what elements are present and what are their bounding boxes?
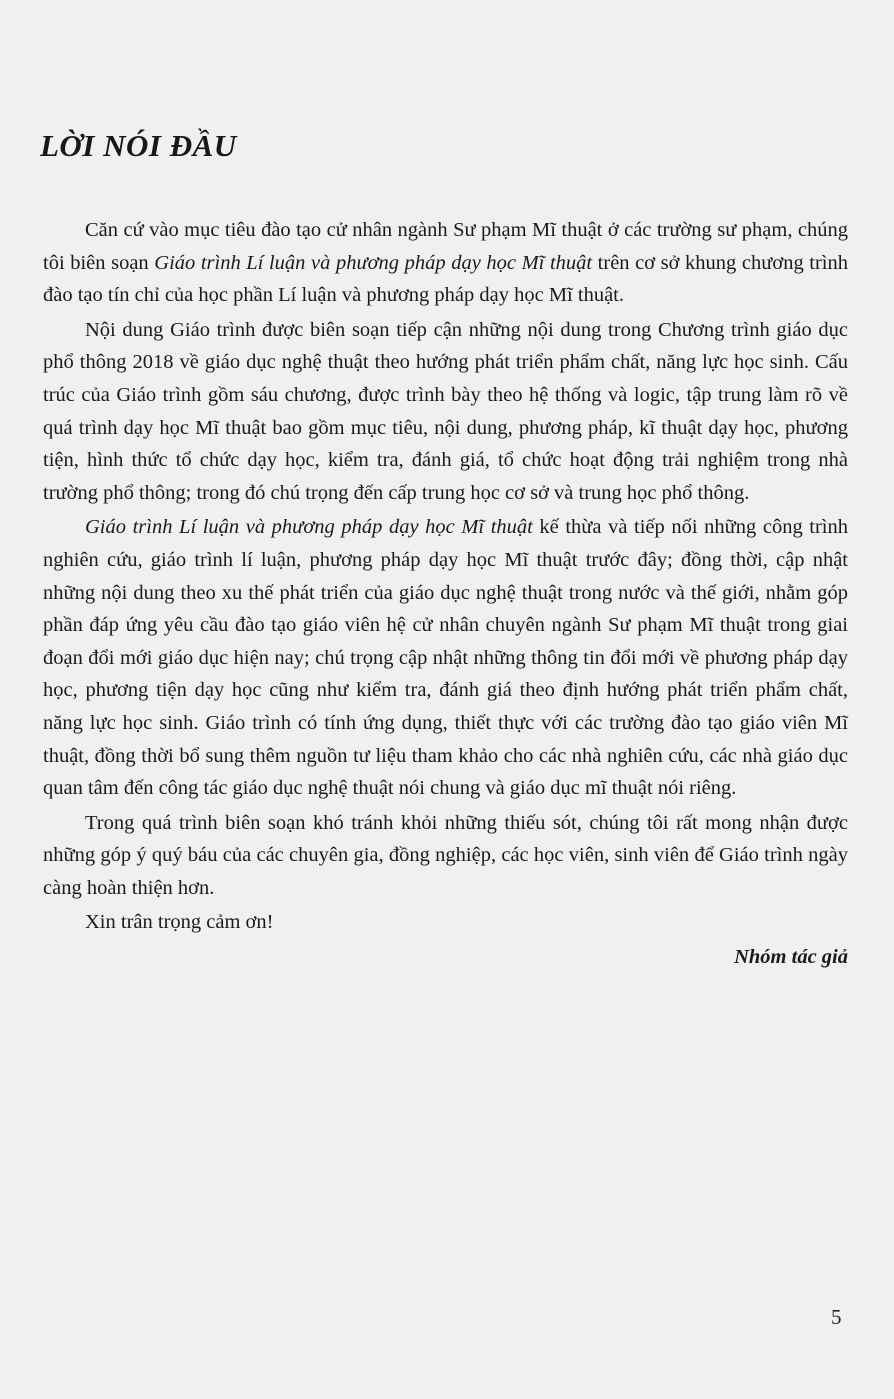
preface-body xyxy=(43,214,848,974)
paragraph-1-text-before: Căn cứ vào mục tiêu đào tạo cử nhân ngành Sư phạm Mĩ thuật ở các trường sư phạm, chúng tôi biên soạn xyxy=(43,219,848,274)
author-signature: Nhóm tác giả xyxy=(734,946,848,969)
paragraph-1-text-after: trên cơ sở khung chương trình đào tạo tín chỉ của học phần Lí luận và phương pháp dạy học Mĩ thuật. xyxy=(43,251,848,307)
paragraph-3 xyxy=(43,511,848,804)
paragraph-2: Nội dung Giáo trình được biên soạn tiếp cận những nội dung trong Chương trình giáo dục phổ thông 2018 về giáo dục nghệ thuật theo hướng phát triển phẩm chất, năng lực học sinh. Cấu trúc của Giáo trình gồm sáu chương, được trình bày theo hệ thống và logic, tập trung làm rõ về quá trình dạy học Mĩ thuật bao gồm mục tiêu, nội dung, phương pháp, kĩ thuật dạy học, phương tiện, hình thức tổ chức dạy học, kiểm tra, đánh giá, tổ chức hoạt động trải nghiệm trong nhà trường phổ thông; trong đó chú trọng đến cấp trung học cơ sở và trung học phổ thông. xyxy=(43,318,848,504)
paragraph-3-book-title: Giáo trình Lí luận và phương pháp dạy học Mĩ thuật xyxy=(85,516,533,539)
paragraph-1-book-title: Giáo trình Lí luận và phương pháp dạy học Mĩ thuật xyxy=(154,251,593,274)
paragraph-4: Trong quá trình biên soạn khó tránh khỏi những thiếu sót, chúng tôi rất mong nhận được những góp ý quý báu của các chuyên gia, đồng nghiệp, các học viên, sinh viên để Giáo trình ngày càng hoàn thiện hơn. xyxy=(43,811,848,899)
page-title: LỜI NÓI ĐẦU xyxy=(40,128,237,163)
paragraph-1 xyxy=(43,214,848,312)
page-number: 5 xyxy=(831,1305,842,1329)
paragraph-3-text-after: kế thừa và tiếp nối những công trình nghiên cứu, giáo trình lí luận, phương pháp dạy học Mĩ thuật trước đây; đồng thời, cập nhật những nội dung theo xu thế phát triển của giáo dục nghệ thuật trong nước và thế giới, nhằm góp phần đáp ứng yêu cầu đào tạo giáo viên hệ cử nhân chuyên ngành Sư phạm Mĩ thuật trong giai đoạn đổi mới giáo dục hiện nay; chú trọng cập nhật những thông tin đổi mới về phương pháp dạy học, phương tiện dạy học cũng như kiểm tra, đánh giá theo định hướng phát triển phẩm chất, năng lực học sinh. Giáo trình có tính ứng dụng, thiết thực với các trường đào tạo giáo viên Mĩ thuật, đồng thời bổ sung thêm nguồn tư liệu tham khảo cho các nhà nghiên cứu, các nhà giáo dục quan tâm đến công tác giáo dục nghệ thuật nói chung và giáo dục mĩ thuật nói riêng. xyxy=(43,516,848,800)
paragraph-5-thanks: Xin trân trọng cảm ơn! xyxy=(85,911,274,934)
